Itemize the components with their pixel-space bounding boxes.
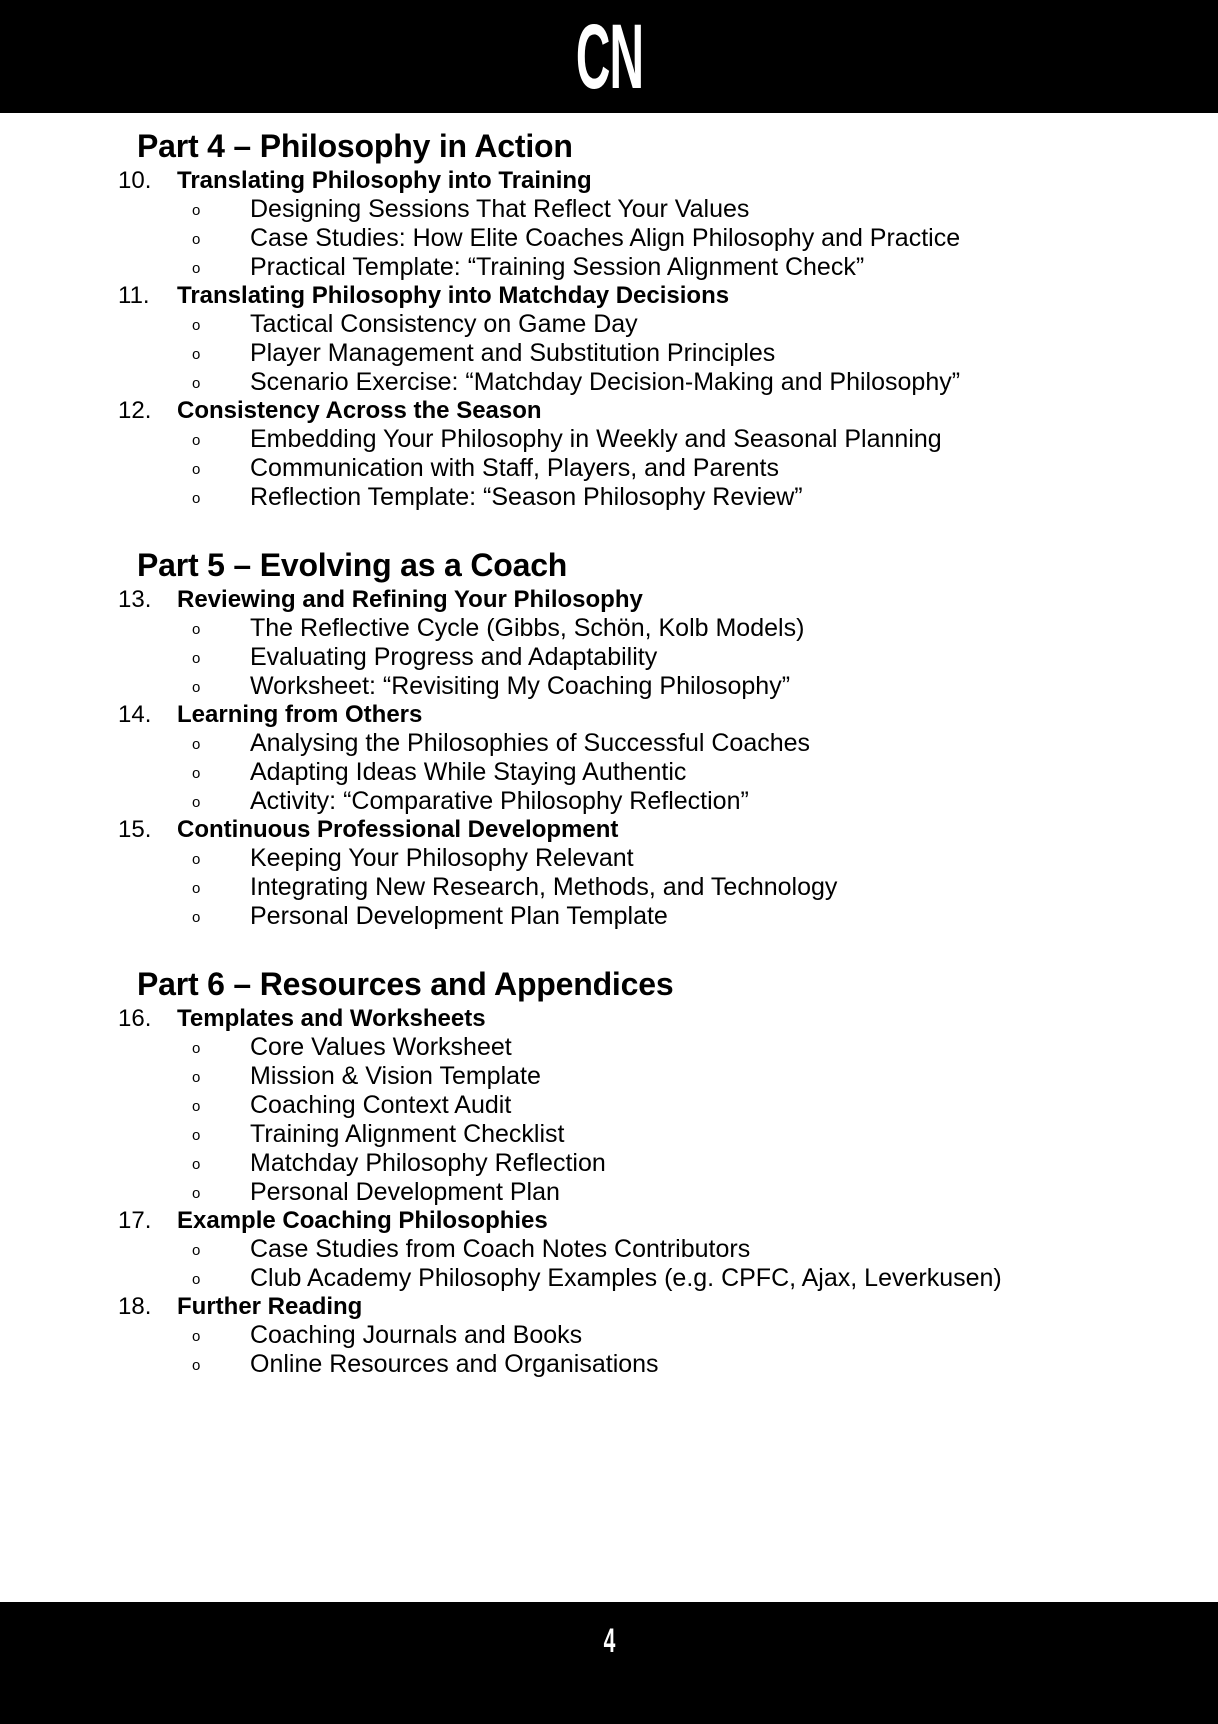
sub-topic-item[interactable] xyxy=(177,1264,1158,1293)
circle-bullet-icon: o xyxy=(192,1127,201,1144)
sub-topic-label: Case Studies from Coach Notes Contributors xyxy=(250,1235,751,1263)
circle-bullet-icon: o xyxy=(192,909,201,926)
circle-bullet-icon: o xyxy=(192,794,201,811)
toc-entry-title: Continuous Professional Development xyxy=(177,816,619,843)
table-of-contents xyxy=(60,127,1158,1379)
sub-topic-list xyxy=(177,844,1158,931)
toc-entry-title: Consistency Across the Season xyxy=(177,397,542,424)
sub-topic-item[interactable] xyxy=(177,310,1158,339)
sub-topic-list xyxy=(177,310,1158,397)
sub-topic-label: Embedding Your Philosophy in Weekly and Seasonal Planning xyxy=(250,425,942,453)
sub-topic-label: Case Studies: How Elite Coaches Align Philosophy and Practice xyxy=(250,224,961,252)
circle-bullet-icon: o xyxy=(192,650,201,667)
toc-entry-number: 18. xyxy=(118,1293,152,1320)
sub-topic-item[interactable] xyxy=(177,1350,1158,1379)
sub-topic-item[interactable] xyxy=(177,425,1158,454)
cn-monogram-logo: CN xyxy=(575,5,643,108)
sub-topic-item[interactable] xyxy=(177,1178,1158,1207)
sub-topic-item[interactable] xyxy=(177,368,1158,397)
sub-topic-label: Player Management and Substitution Principles xyxy=(250,339,776,367)
page-number: 4 xyxy=(603,1622,615,1660)
toc-entry-number: 14. xyxy=(118,701,152,728)
sub-topic-label: Scenario Exercise: “Matchday Decision-Making and Philosophy” xyxy=(250,368,961,396)
circle-bullet-icon: o xyxy=(192,765,201,782)
circle-bullet-icon: o xyxy=(192,231,201,248)
sub-topic-item[interactable] xyxy=(177,672,1158,701)
toc-entry[interactable] xyxy=(60,282,1158,397)
sub-topic-label: Keeping Your Philosophy Relevant xyxy=(250,844,634,872)
numbered-list xyxy=(60,586,1158,931)
circle-bullet-icon: o xyxy=(192,736,201,753)
sub-topic-label: Club Academy Philosophy Examples (e.g. CPFC, Ajax, Leverkusen) xyxy=(250,1264,1002,1292)
toc-entry-number: 10. xyxy=(118,167,152,194)
toc-entry[interactable] xyxy=(60,1207,1158,1293)
sub-topic-label: The Reflective Cycle (Gibbs, Schön, Kolb Models) xyxy=(250,614,805,642)
sub-topic-item[interactable] xyxy=(177,758,1158,787)
circle-bullet-icon: o xyxy=(192,1069,201,1086)
toc-entry-number: 13. xyxy=(118,586,152,613)
toc-entry[interactable] xyxy=(60,1293,1158,1379)
sub-topic-item[interactable] xyxy=(177,454,1158,483)
sub-topic-label: Online Resources and Organisations xyxy=(250,1350,659,1378)
document-content xyxy=(0,113,1218,1602)
toc-entry-title: Further Reading xyxy=(177,1293,363,1320)
sub-topic-list xyxy=(177,1033,1158,1207)
sub-topic-label: Mission & Vision Template xyxy=(250,1062,541,1090)
numbered-list xyxy=(60,1005,1158,1379)
sub-topic-label: Activity: “Comparative Philosophy Reflection” xyxy=(250,787,749,815)
sub-topic-item[interactable] xyxy=(177,253,1158,282)
circle-bullet-icon: o xyxy=(192,621,201,638)
circle-bullet-icon: o xyxy=(192,317,201,334)
sub-topic-list xyxy=(177,425,1158,512)
toc-entry[interactable] xyxy=(60,701,1158,816)
numbered-list xyxy=(60,167,1158,512)
sub-topic-label: Practical Template: “Training Session Alignment Check” xyxy=(250,253,865,281)
circle-bullet-icon: o xyxy=(192,880,201,897)
sub-topic-list xyxy=(177,1235,1158,1293)
sub-topic-label: Coaching Journals and Books xyxy=(250,1321,583,1349)
circle-bullet-icon: o xyxy=(192,260,201,277)
toc-entry-number: 17. xyxy=(118,1207,152,1234)
sub-topic-item[interactable] xyxy=(177,787,1158,816)
toc-entry-title: Example Coaching Philosophies xyxy=(177,1207,548,1234)
circle-bullet-icon: o xyxy=(192,346,201,363)
circle-bullet-icon: o xyxy=(192,202,201,219)
sub-topic-item[interactable] xyxy=(177,614,1158,643)
toc-entry-title: Learning from Others xyxy=(177,701,423,728)
sub-topic-item[interactable] xyxy=(177,1149,1158,1178)
part-section xyxy=(60,546,1158,931)
toc-entry[interactable] xyxy=(60,397,1158,512)
circle-bullet-icon: o xyxy=(192,375,201,392)
sub-topic-label: Training Alignment Checklist xyxy=(250,1120,565,1148)
page-footer-band xyxy=(0,1602,1218,1724)
circle-bullet-icon: o xyxy=(192,851,201,868)
sub-topic-list xyxy=(177,729,1158,816)
sub-topic-label: Personal Development Plan xyxy=(250,1178,560,1206)
toc-entry-number: 15. xyxy=(118,816,152,843)
sub-topic-list xyxy=(177,1321,1158,1379)
sub-topic-label: Integrating New Research, Methods, and Technology xyxy=(250,873,838,901)
part-heading: Part 6 – Resources and Appendices xyxy=(137,966,674,1002)
toc-entry-title: Templates and Worksheets xyxy=(177,1005,486,1032)
page-header-band xyxy=(0,0,1218,113)
sub-topic-label: Communication with Staff, Players, and Parents xyxy=(250,454,779,482)
circle-bullet-icon: o xyxy=(192,1271,201,1288)
circle-bullet-icon: o xyxy=(192,1040,201,1057)
circle-bullet-icon: o xyxy=(192,432,201,449)
part-section xyxy=(60,127,1158,512)
sub-topic-label: Personal Development Plan Template xyxy=(250,902,668,930)
toc-entry-number: 11. xyxy=(118,282,150,309)
sub-topic-item[interactable] xyxy=(177,483,1158,512)
toc-entry-title: Translating Philosophy into Training xyxy=(177,167,592,194)
circle-bullet-icon: o xyxy=(192,1156,201,1173)
toc-entry-number: 16. xyxy=(118,1005,152,1032)
sub-topic-label: Designing Sessions That Reflect Your Values xyxy=(250,195,750,223)
sub-topic-label: Matchday Philosophy Reflection xyxy=(250,1149,606,1177)
circle-bullet-icon: o xyxy=(192,461,201,478)
toc-entry-title: Translating Philosophy into Matchday Decisions xyxy=(177,282,730,309)
sub-topic-item[interactable] xyxy=(177,729,1158,758)
sub-topic-label: Analysing the Philosophies of Successful Coaches xyxy=(250,729,811,757)
sub-topic-label: Coaching Context Audit xyxy=(250,1091,512,1119)
sub-topic-item[interactable] xyxy=(177,873,1158,902)
circle-bullet-icon: o xyxy=(192,1185,201,1202)
circle-bullet-icon: o xyxy=(192,679,201,696)
part-heading: Part 4 – Philosophy in Action xyxy=(137,128,573,164)
sub-topic-label: Worksheet: “Revisiting My Coaching Philosophy” xyxy=(250,672,791,700)
sub-topic-label: Tactical Consistency on Game Day xyxy=(250,310,638,338)
sub-topic-item[interactable] xyxy=(177,1062,1158,1091)
sub-topic-list xyxy=(177,195,1158,282)
sub-topic-item[interactable] xyxy=(177,844,1158,873)
part-heading: Part 5 – Evolving as a Coach xyxy=(137,547,568,583)
sub-topic-label: Evaluating Progress and Adaptability xyxy=(250,643,658,671)
sub-topic-item[interactable] xyxy=(177,1321,1158,1350)
sub-topic-list xyxy=(177,614,1158,701)
sub-topic-item[interactable] xyxy=(177,1235,1158,1264)
toc-entry-number: 12. xyxy=(118,397,152,424)
sub-topic-label: Adapting Ideas While Staying Authentic xyxy=(250,758,687,786)
circle-bullet-icon: o xyxy=(192,1328,201,1345)
sub-topic-item[interactable] xyxy=(177,1091,1158,1120)
toc-entry[interactable] xyxy=(60,167,1158,282)
sub-topic-label: Reflection Template: “Season Philosophy Review” xyxy=(250,483,803,511)
toc-entry-title: Reviewing and Refining Your Philosophy xyxy=(177,586,643,613)
sub-topic-label: Core Values Worksheet xyxy=(250,1033,512,1061)
circle-bullet-icon: o xyxy=(192,1357,201,1374)
sub-topic-item[interactable] xyxy=(177,339,1158,368)
sub-topic-item[interactable] xyxy=(177,1033,1158,1062)
circle-bullet-icon: o xyxy=(192,1242,201,1259)
toc-entry[interactable] xyxy=(60,816,1158,931)
sub-topic-item[interactable] xyxy=(177,643,1158,672)
part-section xyxy=(60,965,1158,1379)
sub-topic-item[interactable] xyxy=(177,902,1158,931)
circle-bullet-icon: o xyxy=(192,490,201,507)
sub-topic-item[interactable] xyxy=(177,195,1158,224)
sub-topic-item[interactable] xyxy=(177,224,1158,253)
toc-entry[interactable] xyxy=(60,1005,1158,1207)
sub-topic-item[interactable] xyxy=(177,1120,1158,1149)
toc-entry[interactable] xyxy=(60,586,1158,701)
circle-bullet-icon: o xyxy=(192,1098,201,1115)
